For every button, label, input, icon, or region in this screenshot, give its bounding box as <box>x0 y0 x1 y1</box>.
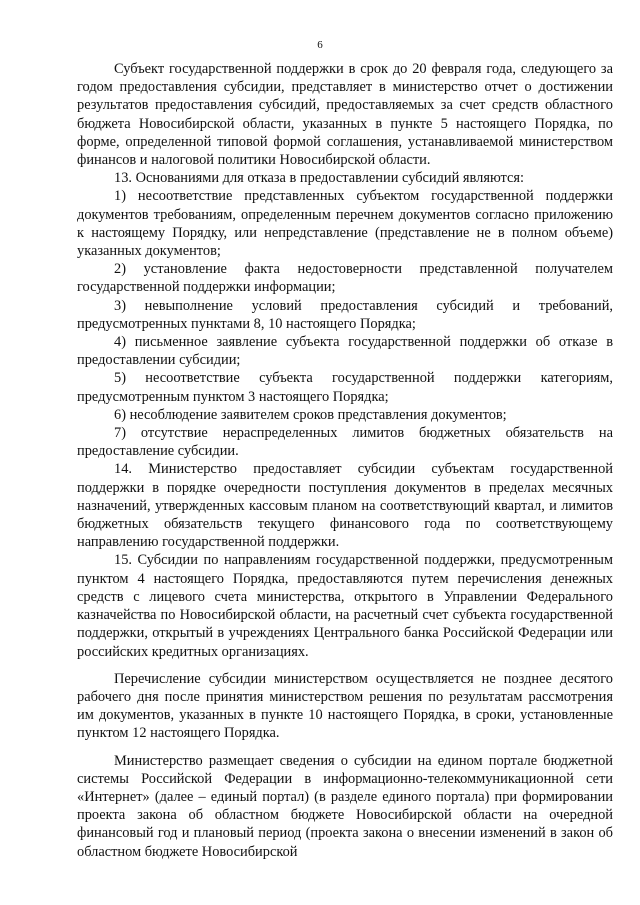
paragraph-report-deadline: Субъект государственной поддержки в срок до 20 февраля года, следующего за годом предоставления субсидии, представляет в министерство отчет о достижении результатов предоставления субсидий, предоставляемых за счет средств областного бюджета Новосибирской области, указанных в пункте 5 настоящего Порядка, по форме, определенной типовой формой соглашения, устанавливаемой министерством финансов и налоговой политики Новосибирской области. <box>77 61 613 169</box>
paragraph-transfer-terms: Перечисление субсидии министерством осуществляется не позднее десятого рабочего дня после принятия министерством решения по результатам рассмотрения им документов, указанных в пункте 10 настоящего Порядка, в сроки, установленные пунктом 12 настоящего Порядка. <box>77 670 613 742</box>
list-item-refusal-7: 7) отсутствие нераспределенных лимитов бюджетных обязательств на предоставление субсидии. <box>77 425 613 460</box>
list-item-refusal-4: 4) письменное заявление субъекта государственной поддержки об отказе в предоставлении субсидии; <box>77 334 613 369</box>
document-body <box>77 60 613 861</box>
list-item-refusal-1: 1) несоответствие представленных субъектом государственной поддержки документов требованиям, определенным перечнем документов согласно приложению к настоящему Порядку, или непредставление (представление не в полном объеме) указанных документов; <box>77 188 613 260</box>
paragraph-section-15: 15. Субсидии по направлениям государственной поддержки, предусмотренным пунктом 4 настоящего Порядка, предоставляются путем перечисления денежных средств с лицевого счета министерства, открытого в Управлении Федерального казначейства по Новосибирской области, на расчетный счет субъекта государственной поддержки, открытый в учреждениях Центрального банка Российской Федерации или российских кредитных организациях. <box>77 552 613 660</box>
list-item-refusal-5: 5) несоответствие субъекта государственной поддержки категориям, предусмотренным пунктом 3 настоящего Порядка; <box>77 370 613 405</box>
paragraph-refusal-grounds-heading: 13. Основаниями для отказа в предоставлении субсидий являются: <box>114 170 524 187</box>
paragraph-section-14: 14. Министерство предоставляет субсидии субъектам государственной поддержки в порядке очередности поступления документов в пределах месячных назначений, утвержденных кассовым планом на соответствующий квартал, и лимитов бюджетных обязательств текущего финансового года по соответствующему направлению государственной поддержки. <box>77 461 613 551</box>
list-item-refusal-2: 2) установление факта недостоверности представленной получателем государственной поддержки информации; <box>77 261 613 296</box>
paragraph-portal-publication: Министерство размещает сведения о субсидии на едином портале бюджетной системы Российской Федерации в информационно-телекоммуникационной сети «Интернет» (далее – единый портал) (в разделе единого портала) при формировании проекта закона об областном бюджете Новосибирской области на очередной финансовый год и плановый период (проекта закона о внесении изменений в закон об областном бюджете Новосибирской <box>77 752 613 860</box>
list-item-refusal-6: 6) несоблюдение заявителем сроков представления документов; <box>114 406 507 423</box>
list-item-refusal-3: 3) невыполнение условий предоставления субсидий и требований, предусмотренных пунктами 8, 10 настоящего Порядка; <box>77 297 613 332</box>
page-number: 6 <box>317 39 323 51</box>
